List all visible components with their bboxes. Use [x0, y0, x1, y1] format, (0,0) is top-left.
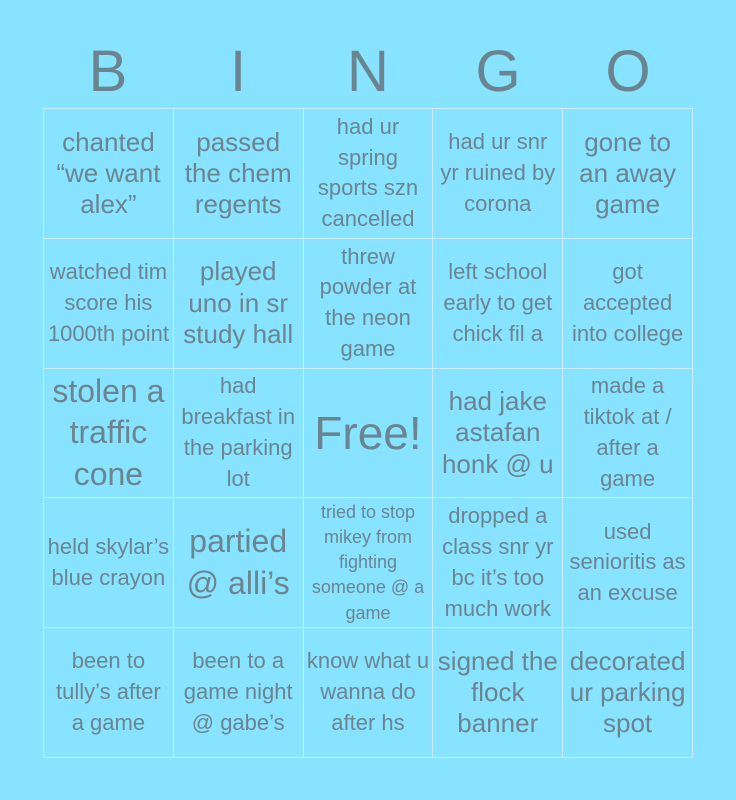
bingo-cell[interactable]: partied @ alli’s: [174, 498, 304, 628]
bingo-cell[interactable]: had ur snr yr ruined by corona: [433, 109, 563, 239]
bingo-cell[interactable]: tried to stop mikey from fighting someone @ a game: [304, 498, 434, 628]
title-letter-o: O: [605, 39, 651, 104]
bingo-cell[interactable]: dropped a class snr yr bc it’s too much work: [433, 498, 563, 628]
bingo-cell[interactable]: been to tully’s after a game: [44, 628, 174, 758]
bingo-board: [43, 108, 693, 758]
bingo-cell[interactable]: left school early to get chick fil a: [433, 239, 563, 369]
bingo-cell[interactable]: know what u wanna do after hs: [304, 628, 434, 758]
bingo-cell[interactable]: decorated ur parking spot: [563, 628, 693, 758]
bingo-cell[interactable]: had breakfast in the parking lot: [174, 369, 304, 499]
title-letter-i: I: [229, 39, 247, 104]
bingo-cell[interactable]: got accepted into college: [563, 239, 693, 369]
bingo-cell[interactable]: gone to an away game: [563, 109, 693, 239]
bingo-cell[interactable]: made a tiktok at / after a game: [563, 369, 693, 499]
bingo-cell[interactable]: chanted “we want alex”: [44, 109, 174, 239]
bingo-cell[interactable]: had jake astafan honk @ u: [433, 369, 563, 499]
bingo-cell[interactable]: had ur spring sports szn cancelled: [304, 109, 434, 239]
bingo-cell[interactable]: passed the chem regents: [174, 109, 304, 239]
title-letter-n: N: [347, 39, 389, 104]
bingo-cell[interactable]: been to a game night @ gabe’s: [174, 628, 304, 758]
bingo-cell[interactable]: played uno in sr study hall: [174, 239, 304, 369]
bingo-title: [43, 36, 693, 108]
bingo-cell[interactable]: stolen a traffic cone: [44, 369, 174, 499]
free-space[interactable]: Free!: [304, 369, 434, 499]
title-letter-g: G: [475, 39, 521, 104]
title-letter-b: B: [88, 39, 128, 104]
bingo-cell[interactable]: watched tim score his 1000th point: [44, 239, 174, 369]
bingo-cell[interactable]: threw powder at the neon game: [304, 239, 434, 369]
bingo-cell[interactable]: used senioritis as an excuse: [563, 498, 693, 628]
bingo-cell[interactable]: signed the flock banner: [433, 628, 563, 758]
bingo-cell[interactable]: held skylar’s blue crayon: [44, 498, 174, 628]
